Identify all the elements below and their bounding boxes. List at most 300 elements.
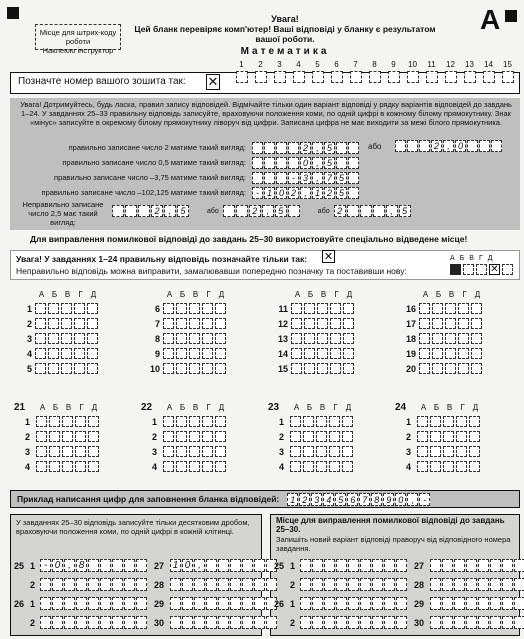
answer-checkbox[interactable] — [343, 318, 354, 329]
open-cell[interactable] — [324, 597, 335, 610]
open-cell[interactable] — [348, 597, 359, 610]
answer-checkbox[interactable] — [74, 348, 85, 359]
open-cell[interactable] — [112, 597, 123, 610]
open-cell[interactable] — [254, 559, 265, 572]
answer-checkbox[interactable] — [316, 461, 327, 472]
answer-checkbox[interactable] — [291, 333, 302, 344]
open-cell[interactable] — [502, 559, 513, 572]
open-cell[interactable] — [324, 616, 335, 629]
open-cell[interactable] — [454, 616, 465, 629]
open-cell[interactable] — [430, 597, 441, 610]
open-cell[interactable] — [300, 597, 311, 610]
open-cells[interactable] — [40, 616, 147, 629]
open-cell[interactable] — [372, 597, 383, 610]
open-cells[interactable] — [430, 578, 524, 591]
answer-checkbox[interactable] — [176, 348, 187, 359]
answer-checkbox[interactable] — [317, 348, 328, 359]
open-cell[interactable] — [502, 578, 513, 591]
answer-checkbox[interactable] — [443, 416, 454, 427]
answer-checkbox[interactable] — [303, 461, 314, 472]
answer-checkbox[interactable] — [342, 446, 353, 457]
answer-checkbox[interactable] — [163, 363, 174, 374]
open-cell[interactable] — [478, 597, 489, 610]
open-cell[interactable] — [40, 597, 51, 610]
open-cell[interactable] — [124, 597, 135, 610]
open-cell[interactable] — [490, 597, 501, 610]
answer-checkbox[interactable] — [48, 318, 59, 329]
open-cells[interactable] — [300, 578, 407, 591]
answer-checkbox[interactable] — [49, 431, 60, 442]
answer-checkbox[interactable] — [202, 431, 213, 442]
open-cells[interactable] — [430, 597, 524, 610]
open-cell[interactable] — [206, 616, 217, 629]
answer-checkbox[interactable] — [458, 318, 469, 329]
answer-checkbox[interactable] — [432, 363, 443, 374]
answer-checkbox[interactable] — [49, 416, 60, 427]
answer-checkbox[interactable] — [74, 318, 85, 329]
open-cell[interactable] — [218, 597, 229, 610]
answer-checkbox[interactable] — [74, 363, 85, 374]
answer-checkbox[interactable] — [74, 333, 85, 344]
answer-checkbox[interactable] — [342, 461, 353, 472]
answer-checkbox[interactable] — [215, 431, 226, 442]
answer-checkbox[interactable] — [290, 461, 301, 472]
open-cells[interactable] — [300, 559, 407, 572]
open-cell[interactable] — [324, 559, 335, 572]
open-cell[interactable] — [170, 616, 181, 629]
answer-checkbox[interactable] — [163, 461, 174, 472]
open-cell[interactable] — [100, 597, 111, 610]
open-cell[interactable] — [466, 559, 477, 572]
answer-checkbox[interactable] — [329, 416, 340, 427]
open-cell[interactable] — [100, 559, 111, 572]
answer-checkbox[interactable] — [432, 333, 443, 344]
notebook-number[interactable] — [384, 60, 403, 83]
open-cell[interactable] — [112, 616, 123, 629]
open-cell[interactable] — [396, 578, 407, 591]
answer-checkbox[interactable] — [458, 333, 469, 344]
answer-checkbox[interactable] — [215, 318, 226, 329]
open-cell[interactable] — [76, 578, 87, 591]
answer-checkbox[interactable] — [61, 333, 72, 344]
answer-checkbox[interactable] — [304, 303, 315, 314]
answer-checkbox[interactable] — [189, 461, 200, 472]
open-cell[interactable] — [300, 616, 311, 629]
open-cells[interactable] — [40, 597, 147, 610]
open-cell[interactable] — [52, 578, 63, 591]
answer-checkbox[interactable] — [36, 446, 47, 457]
open-cell[interactable] — [242, 559, 253, 572]
answer-checkbox[interactable] — [456, 461, 467, 472]
notebook-number[interactable] — [289, 60, 308, 83]
answer-checkbox[interactable] — [417, 416, 428, 427]
notebook-number[interactable] — [441, 60, 460, 83]
answer-checkbox[interactable] — [75, 431, 86, 442]
open-cell[interactable] — [384, 597, 395, 610]
open-cell[interactable] — [478, 559, 489, 572]
open-cell[interactable] — [100, 578, 111, 591]
open-cell[interactable] — [194, 578, 205, 591]
open-cell[interactable] — [254, 616, 265, 629]
open-cells[interactable] — [40, 578, 147, 591]
open-cell[interactable] — [360, 559, 371, 572]
open-cell[interactable] — [136, 597, 147, 610]
open-cell[interactable]: - — [40, 559, 51, 572]
answer-checkbox[interactable] — [456, 431, 467, 442]
open-cell[interactable] — [384, 578, 395, 591]
answer-checkbox[interactable] — [88, 416, 99, 427]
answer-checkbox[interactable] — [316, 431, 327, 442]
answer-checkbox[interactable] — [35, 348, 46, 359]
answer-checkbox[interactable] — [163, 333, 174, 344]
answer-checkbox[interactable] — [35, 333, 46, 344]
answer-checkbox[interactable] — [189, 348, 200, 359]
answer-checkbox[interactable] — [163, 416, 174, 427]
open-cell[interactable] — [442, 616, 453, 629]
answer-checkbox[interactable] — [304, 333, 315, 344]
answer-checkbox[interactable] — [163, 446, 174, 457]
answer-checkbox[interactable] — [176, 431, 187, 442]
open-cell[interactable] — [384, 559, 395, 572]
answer-checkbox[interactable] — [343, 348, 354, 359]
answer-checkbox[interactable] — [342, 431, 353, 442]
open-cell[interactable] — [490, 559, 501, 572]
answer-checkbox[interactable] — [176, 303, 187, 314]
open-cell[interactable] — [88, 597, 99, 610]
open-cell[interactable] — [336, 559, 347, 572]
answer-checkbox[interactable] — [458, 363, 469, 374]
notebook-number[interactable] — [251, 60, 270, 83]
answer-checkbox[interactable] — [469, 431, 480, 442]
answer-checkbox[interactable] — [176, 333, 187, 344]
answer-checkbox[interactable] — [88, 431, 99, 442]
open-cell[interactable] — [124, 559, 135, 572]
answer-checkbox[interactable] — [445, 363, 456, 374]
notebook-number[interactable] — [308, 60, 327, 83]
open-cell[interactable] — [348, 559, 359, 572]
open-cell[interactable] — [300, 559, 311, 572]
answer-checkbox[interactable] — [87, 348, 98, 359]
notebook-checkbox[interactable] — [388, 71, 400, 83]
open-cell[interactable] — [514, 559, 524, 572]
answer-checkbox[interactable] — [62, 431, 73, 442]
answer-checkbox[interactable] — [35, 318, 46, 329]
open-cell[interactable] — [136, 559, 147, 572]
answer-checkbox[interactable] — [215, 461, 226, 472]
answer-checkbox[interactable] — [163, 303, 174, 314]
open-cell[interactable] — [454, 559, 465, 572]
answer-checkbox[interactable] — [417, 446, 428, 457]
notebook-checkbox[interactable] — [426, 71, 438, 83]
open-cell[interactable] — [52, 597, 63, 610]
answer-checkbox[interactable] — [316, 416, 327, 427]
answer-checkbox[interactable] — [61, 348, 72, 359]
answer-checkbox[interactable] — [215, 333, 226, 344]
open-cell[interactable] — [384, 616, 395, 629]
answer-checkbox[interactable] — [419, 318, 430, 329]
open-cell[interactable]: 1 — [170, 559, 181, 572]
answer-checkbox[interactable] — [469, 446, 480, 457]
open-cell[interactable] — [136, 616, 147, 629]
answer-checkbox[interactable] — [61, 318, 72, 329]
answer-checkbox[interactable] — [88, 446, 99, 457]
open-cell[interactable] — [502, 616, 513, 629]
open-cells[interactable] — [300, 597, 407, 610]
open-cell[interactable] — [170, 597, 181, 610]
open-cell[interactable] — [360, 578, 371, 591]
open-cell[interactable] — [360, 616, 371, 629]
notebook-checkbox[interactable] — [369, 71, 381, 83]
open-cell[interactable] — [442, 597, 453, 610]
answer-checkbox[interactable] — [317, 333, 328, 344]
open-cell[interactable] — [242, 597, 253, 610]
answer-checkbox[interactable] — [330, 318, 341, 329]
open-cell[interactable] — [478, 616, 489, 629]
answer-checkbox[interactable] — [303, 446, 314, 457]
notebook-number[interactable] — [498, 60, 517, 83]
answer-checkbox[interactable] — [432, 303, 443, 314]
open-cell[interactable] — [88, 616, 99, 629]
open-cell[interactable] — [360, 597, 371, 610]
open-cell[interactable] — [40, 578, 51, 591]
open-cell[interactable] — [112, 559, 123, 572]
open-cell[interactable] — [124, 616, 135, 629]
open-cell[interactable] — [194, 597, 205, 610]
open-cell[interactable] — [372, 578, 383, 591]
open-cell[interactable] — [312, 616, 323, 629]
answer-checkbox[interactable] — [445, 348, 456, 359]
notebook-number[interactable] — [422, 60, 441, 83]
answer-checkbox[interactable] — [445, 303, 456, 314]
answer-checkbox[interactable] — [176, 446, 187, 457]
answer-checkbox[interactable] — [330, 333, 341, 344]
answer-checkbox[interactable] — [430, 431, 441, 442]
open-cell[interactable] — [478, 578, 489, 591]
answer-checkbox[interactable] — [189, 303, 200, 314]
open-cell[interactable] — [194, 616, 205, 629]
answer-checkbox[interactable] — [189, 431, 200, 442]
answer-checkbox[interactable] — [36, 461, 47, 472]
open-cell[interactable] — [490, 616, 501, 629]
answer-checkbox[interactable] — [342, 416, 353, 427]
answer-checkbox[interactable] — [316, 446, 327, 457]
open-cell[interactable] — [466, 616, 477, 629]
answer-checkbox[interactable] — [329, 431, 340, 442]
open-cell[interactable] — [502, 597, 513, 610]
answer-checkbox[interactable] — [215, 363, 226, 374]
answer-checkbox[interactable] — [471, 333, 482, 344]
open-cells[interactable] — [430, 559, 524, 572]
answer-checkbox[interactable] — [202, 318, 213, 329]
open-cell[interactable] — [312, 597, 323, 610]
open-cell[interactable] — [88, 559, 99, 572]
open-cell[interactable] — [466, 597, 477, 610]
notebook-number[interactable] — [232, 60, 251, 83]
answer-checkbox[interactable] — [343, 303, 354, 314]
notebook-checkbox[interactable] — [274, 71, 286, 83]
notebook-number[interactable] — [346, 60, 365, 83]
notebook-number[interactable] — [270, 60, 289, 83]
answer-checkbox[interactable] — [202, 348, 213, 359]
answer-checkbox[interactable] — [189, 446, 200, 457]
notebook-checkbox[interactable] — [236, 71, 248, 83]
answer-checkbox[interactable] — [290, 446, 301, 457]
answer-checkbox[interactable] — [87, 318, 98, 329]
open-cell[interactable] — [242, 578, 253, 591]
answer-checkbox[interactable] — [469, 461, 480, 472]
open-cell[interactable] — [348, 616, 359, 629]
notebook-number[interactable] — [365, 60, 384, 83]
answer-checkbox[interactable] — [471, 363, 482, 374]
answer-checkbox[interactable] — [176, 363, 187, 374]
notebook-checkbox[interactable] — [445, 71, 457, 83]
answer-checkbox[interactable] — [202, 363, 213, 374]
answer-checkbox[interactable] — [430, 446, 441, 457]
answer-checkbox[interactable] — [163, 318, 174, 329]
notebook-checkbox[interactable] — [255, 71, 267, 83]
open-cells[interactable] — [170, 578, 277, 591]
open-cell[interactable] — [76, 597, 87, 610]
open-cells[interactable] — [170, 597, 277, 610]
answer-checkbox[interactable] — [443, 431, 454, 442]
answer-checkbox[interactable] — [35, 303, 46, 314]
open-cell[interactable] — [514, 578, 524, 591]
answer-checkbox[interactable] — [62, 446, 73, 457]
open-cell[interactable] — [336, 578, 347, 591]
answer-checkbox[interactable] — [456, 446, 467, 457]
answer-checkbox[interactable] — [189, 318, 200, 329]
answer-checkbox[interactable] — [36, 416, 47, 427]
answer-checkbox[interactable] — [471, 303, 482, 314]
answer-checkbox[interactable] — [75, 416, 86, 427]
answer-checkbox[interactable] — [304, 363, 315, 374]
open-cell[interactable] — [206, 578, 217, 591]
answer-checkbox[interactable] — [291, 303, 302, 314]
answer-checkbox[interactable] — [163, 348, 174, 359]
answer-checkbox[interactable] — [471, 318, 482, 329]
answer-checkbox[interactable] — [458, 303, 469, 314]
open-cell[interactable] — [52, 616, 63, 629]
answer-checkbox[interactable] — [48, 303, 59, 314]
answer-checkbox[interactable] — [343, 363, 354, 374]
open-cell[interactable] — [242, 616, 253, 629]
open-cell[interactable] — [230, 616, 241, 629]
notebook-number[interactable] — [460, 60, 479, 83]
open-cells[interactable] — [40, 559, 147, 572]
answer-checkbox[interactable] — [291, 318, 302, 329]
notebook-checkbox[interactable] — [331, 71, 343, 83]
answer-checkbox[interactable] — [432, 348, 443, 359]
open-cell[interactable] — [396, 559, 407, 572]
answer-checkbox[interactable] — [215, 446, 226, 457]
answer-checkbox[interactable] — [87, 333, 98, 344]
answer-checkbox[interactable] — [215, 416, 226, 427]
answer-checkbox[interactable] — [176, 461, 187, 472]
open-cell[interactable] — [182, 578, 193, 591]
answer-checkbox[interactable] — [75, 446, 86, 457]
open-cell[interactable] — [324, 578, 335, 591]
open-cell[interactable] — [218, 559, 229, 572]
answer-checkbox[interactable] — [330, 363, 341, 374]
open-cell[interactable] — [514, 616, 524, 629]
answer-checkbox[interactable] — [176, 318, 187, 329]
answer-checkbox[interactable] — [458, 348, 469, 359]
answer-checkbox[interactable] — [417, 461, 428, 472]
answer-checkbox[interactable] — [61, 303, 72, 314]
open-cell[interactable] — [170, 578, 181, 591]
open-cell[interactable] — [100, 616, 111, 629]
open-cell[interactable] — [218, 616, 229, 629]
notebook-checkbox[interactable] — [464, 71, 476, 83]
open-cells[interactable] — [170, 616, 277, 629]
open-cell[interactable] — [218, 578, 229, 591]
notebook-checkbox[interactable] — [483, 71, 495, 83]
answer-checkbox[interactable] — [419, 333, 430, 344]
answer-checkbox[interactable] — [469, 416, 480, 427]
open-cell[interactable] — [206, 559, 217, 572]
notebook-checkbox[interactable] — [312, 71, 324, 83]
answer-checkbox[interactable] — [317, 318, 328, 329]
notebook-checkbox[interactable] — [407, 71, 419, 83]
answer-checkbox[interactable] — [445, 333, 456, 344]
answer-checkbox[interactable] — [176, 416, 187, 427]
open-cell[interactable] — [230, 578, 241, 591]
open-cells[interactable] — [300, 616, 407, 629]
answer-checkbox[interactable] — [330, 303, 341, 314]
answer-checkbox[interactable] — [48, 348, 59, 359]
open-cell[interactable] — [88, 578, 99, 591]
open-cell[interactable] — [312, 578, 323, 591]
answer-checkbox[interactable] — [49, 446, 60, 457]
answer-checkbox[interactable] — [290, 416, 301, 427]
open-cell[interactable]: , — [64, 559, 75, 572]
answer-checkbox[interactable] — [304, 348, 315, 359]
answer-checkbox[interactable] — [202, 416, 213, 427]
answer-checkbox[interactable] — [202, 333, 213, 344]
open-cell[interactable] — [430, 578, 441, 591]
answer-checkbox[interactable] — [432, 318, 443, 329]
answer-checkbox[interactable] — [419, 303, 430, 314]
open-cells[interactable] — [170, 559, 277, 572]
open-cell[interactable] — [300, 578, 311, 591]
open-cell[interactable] — [254, 597, 265, 610]
open-cell[interactable] — [372, 616, 383, 629]
answer-checkbox[interactable] — [189, 363, 200, 374]
answer-checkbox[interactable] — [62, 461, 73, 472]
answer-checkbox[interactable] — [471, 348, 482, 359]
answer-checkbox[interactable] — [163, 431, 174, 442]
notebook-checkbox[interactable] — [350, 71, 362, 83]
answer-checkbox[interactable] — [330, 348, 341, 359]
open-cell[interactable] — [514, 597, 524, 610]
open-cell[interactable] — [442, 578, 453, 591]
answer-checkbox[interactable] — [189, 333, 200, 344]
open-cell[interactable] — [124, 578, 135, 591]
open-cell[interactable] — [76, 616, 87, 629]
answer-checkbox[interactable] — [445, 318, 456, 329]
answer-checkbox[interactable] — [87, 303, 98, 314]
open-cell[interactable] — [182, 616, 193, 629]
answer-checkbox[interactable] — [317, 363, 328, 374]
open-cell[interactable] — [454, 597, 465, 610]
open-cell[interactable] — [430, 559, 441, 572]
answer-checkbox[interactable] — [329, 461, 340, 472]
open-cell[interactable] — [454, 578, 465, 591]
open-cell[interactable] — [40, 616, 51, 629]
answer-checkbox[interactable] — [443, 446, 454, 457]
answer-checkbox[interactable] — [202, 446, 213, 457]
answer-checkbox[interactable] — [430, 416, 441, 427]
